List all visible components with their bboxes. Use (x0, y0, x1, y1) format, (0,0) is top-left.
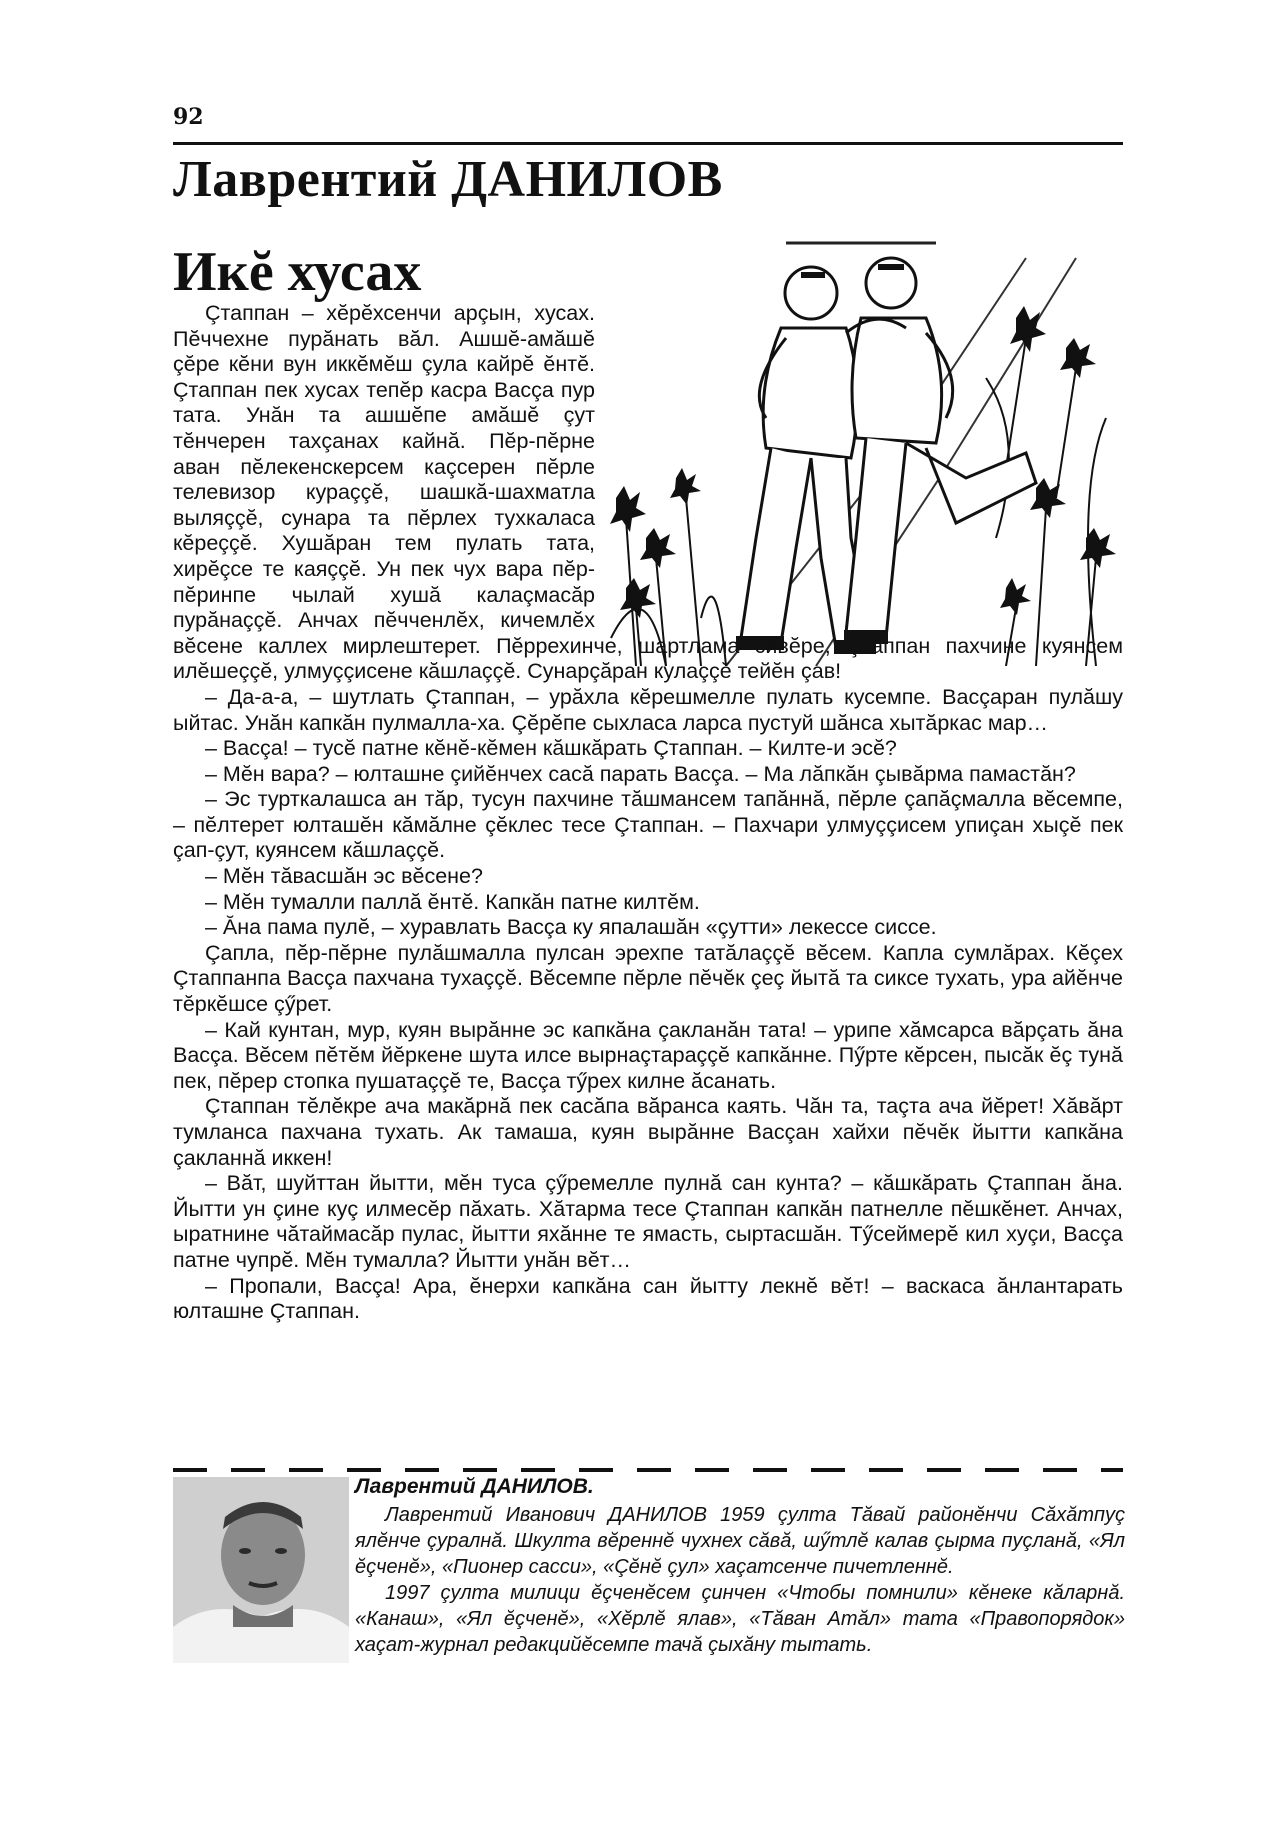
story-intro: Çтаппан – хĕрĕхсенчи арçын, хусах. Пĕччехне пурăнать вăл. Ашшĕ-амăшĕ çĕре кĕни вун иккĕмĕш çула кайрĕ ĕнтĕ. Çтаппан пек хусах тепĕр касра Васçа пур тата. Унăн та ашшĕпе амăшĕ çут тĕнчерен тахçанах кайнă. Пĕр-пĕрне аван пĕлекенскерсем каçсерен пĕрле телевизор кураççĕ, шашкă-шахматла выляççĕ, сунара та пĕрлех тухкаласа кĕреççĕ. Хушăран тем пулать тата, хирĕçсе те каяççĕ. Ун пек чух вара пĕр-пĕринпе чылай хушă калаçмасăр пурăнаççĕ. Анчах пĕчченлĕх, кичемлĕх вĕсене каллех мирлештерет. Пĕррехинче, шартлама сивĕре, Çтаппан пахчине куянсем илĕшеççĕ, улмуççисене кăшлаççĕ. Сунарçăран кулаççĕ тейĕн çав! (173, 301, 1123, 684)
page-number: 92 (173, 104, 204, 130)
bio-paragraph: Лаврентий Иванович ДАНИЛОВ 1959 çулта Тăвай районĕнчи Сăхăтпуç ялĕнче çуралнă. Шкулта вĕреннĕ чухнех сăвă, шӳтлĕ калав çырма пуçланă, «Ял ĕçченĕ», «Пионер сасси», «Çĕнĕ çул» хаçатсенче пичетленнĕ. (355, 1504, 1125, 1578)
story-paragraph: – Мĕн тăвасшăн эс вĕсене? (205, 864, 483, 889)
story-paragraph: – Эс турткалашса ан тăр, тусун пахчине тăшмансем тапăннă, пĕрле çапăçмалла вĕсемпе, – пĕлтерет юлташĕн кăмăлне çĕклес тесе Çтаппан. – Пахчари улмуççисем упиçан хыçĕ пек çап-çут, куянсем кăшлаççĕ. (173, 787, 1123, 863)
story-body (173, 301, 1123, 1325)
story-paragraph: – Мĕн тумалли паллă ĕнтĕ. Капкăн патне килтĕм. (205, 889, 700, 914)
header-rule (173, 142, 1123, 145)
story-title: Икĕ хусах (173, 241, 422, 303)
story-paragraph: Çтаппан тĕлĕкре ача макăрнă пек сасăпа вăранса каять. Чăн та, таçта ача йĕрет! Хăвăрт тумланса пахчана тухать. Ак тамаша, куян вырăнне Васçан хайхи пĕчĕк йытти капкăна çакланнă иккен! (173, 1094, 1123, 1170)
bio-paragraph: 1997 çулта милици ĕçченĕсем çинчен «Чтобы помнили» кĕнеке кăларнă. «Канаш», «Ял ĕçченĕ», «Хĕрлĕ ялав», «Тăван Атăл» тата «Правопорядок» хаçат-журнал редакцийĕсемпе тачă çыхăну тытать. (355, 1582, 1125, 1656)
story-paragraph: – Мĕн вара? – юлташне çийĕнчех сасă парать Васçа. – Ма лăпкăн çывăрма памастăн? (205, 761, 1076, 786)
story-paragraph: – Васçа! – тусĕ патне кĕнĕ-кĕмен кăшкăрать Çтаппан. – Килте-и эсĕ? (205, 736, 897, 761)
bio-name: Лаврентий ДАНИЛОВ. (355, 1475, 594, 1498)
author-title: Лаврентий ДАНИЛОВ (173, 151, 723, 208)
story-paragraph: – Кай кунтан, мур, куян вырăнне эс капкăна çакланăн тата! – урипе хăмсарса вăрçать ăна Васçа. Вĕсем пĕтĕм йĕркене шута илсе вырнаçтараççĕ капкăнне. Пӳрте кĕрсен, пысăк ĕç тунă пек, пĕрер стопка пушатаççĕ те, Васçа тӳрех килне ăсанать. (173, 1017, 1123, 1093)
author-portrait-photo (173, 1477, 349, 1663)
bio-separator (173, 1468, 1123, 1472)
story-paragraph: – Да-а-а, – шутлать Çтаппан, – урăхла кĕрешмелле пулать кусемпе. Васçаран пулăшу ыйтас. Унăн капкăн пулмалла-ха. Çĕрĕпе сыхласа ларса пустуй шăнса хытăркас мар… (173, 684, 1123, 735)
story-paragraph: – Вăт, шуйттан йытти, мĕн туса çӳремелле пулнă сан кунта? – кăшкăрать Çтаппан ăна. Йытти ун çине куç илмесĕр пăхать. Хăтарма тесе Çтаппан капкăн патнелле пĕшкĕнет. Анчах, ыратнине чăтаймасăр пулас, йытти яхăнне те ямасть, сыртасшăн. Тӳсеймерĕ кил хуçи, Васçа патне чупрĕ. Мĕн тумалла? Йытти унăн вĕт… (173, 1171, 1123, 1272)
cartoon-wrap-spacer (595, 235, 1123, 609)
author-bio (355, 1474, 1125, 1658)
story-paragraph: Çапла, пĕр-пĕрне пулăшмалла пулсан эрехпе татăлаççĕ вĕсем. Капла сумлăрах. Кĕçех Çтаппанпа Васçа пахчана тухаççĕ. Вĕсемпе пĕрле пĕчĕк çеç йытă та сиксе тухать, ура айĕнче тĕркĕшсе çӳрет. (173, 940, 1123, 1017)
story-paragraph: – Пропали, Васçа! Ара, ĕнерхи капкăна сан йытту лекнĕ вĕт! – васкаса ăнлантарать юлташне Çтаппан. (173, 1273, 1123, 1324)
story-paragraph: – Ăна пама пулĕ, – хуравлать Васçа ку япалашăн «çутти» лекессе сиссе. (205, 915, 937, 940)
